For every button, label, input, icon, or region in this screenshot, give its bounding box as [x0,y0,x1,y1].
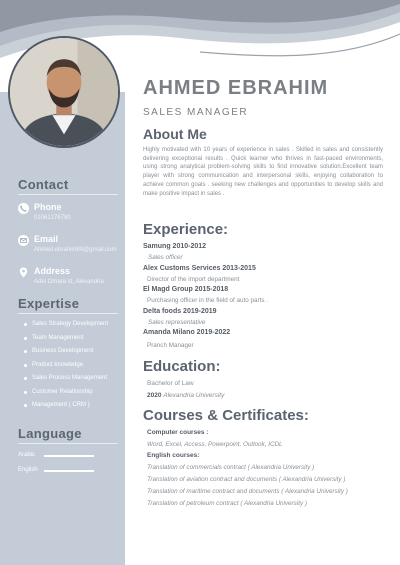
expertise-item: Management ( CRM ) [24,401,108,415]
language-row-arabic [18,452,118,460]
experience-title: Amanda Milano 2019-2022 [143,329,231,336]
language-divider [18,443,118,444]
phone-label: Phone [34,202,62,212]
email-value[interactable]: Ahmed.ebrahim80@gmail.com [34,247,117,253]
education-place: Alexandria University [163,392,225,399]
expertise-item: Sales Process Management [24,374,108,388]
expertise-divider [18,313,118,314]
english-course-item: Translation of commercials contract ( Alexandria University ) [147,464,315,471]
location-icon [18,267,29,278]
english-courses-heading: English courses: [147,452,200,459]
language-heading: Language [18,426,82,441]
contact-phone [18,202,123,226]
education-degree: Bachelor of Law [147,380,194,387]
address-value: Adel Omara st, Alexandria [34,279,104,285]
phone-icon [18,203,29,214]
email-icon [18,235,29,246]
contact-divider [18,194,118,195]
education-line [147,392,224,399]
english-course-item: Translation of aviation contract and documents ( Alexandria University ) [147,476,346,483]
person-avatar-icon [10,38,118,146]
experience-detail: Sales representative [148,319,206,326]
about-heading: About Me [143,126,207,142]
language-level-bar [44,470,94,472]
email-label: Email [34,234,59,244]
job-title: SALES MANAGER [143,107,249,118]
experience-title: Samung 2010-2012 [143,243,207,250]
contact-address [18,266,123,290]
about-text: Highly motivated with 10 years of experience in sales . Skilled in sales and consistently delivering exceptional results . Quick learner who thrives in fast-paced environments, using strong analytical problem-solving skills to find innovative solution.Excellent team player with strong communication and interpersonal skills, enjoying collaboration to achieve common goals . seeking new challenges and opportunities to develop skills and make positive impact in sales . [143,147,383,197]
english-course-item: Translation of maritime contract and documents ( Alexandria University ) [147,488,348,495]
computer-courses-heading: Computer courses : [147,429,209,436]
education-heading: Education: [143,358,221,375]
expertise-item: Customer Relationship [24,388,108,402]
language-name: Arabic [18,452,36,458]
contact-heading: Contact [18,177,69,192]
experience-detail: Director of the import department [147,276,240,283]
expertise-item: Business Development [24,347,108,361]
language-level-fill [44,470,94,472]
education-year: 2020 [147,392,162,399]
expertise-item: Product knowledge [24,361,108,375]
profile-photo [8,36,120,148]
person-name: AHMED EBRAHIM [143,77,329,99]
expertise-list [24,320,108,415]
experience-title: Alex Customs Services 2013-2015 [143,265,256,272]
contact-email [18,234,123,258]
experience-title: El Magd Group 2015-2018 [143,286,229,293]
address-label: Address [34,266,71,276]
language-name: English [18,467,38,473]
language-row-english [18,467,118,475]
expertise-item: Team Management [24,334,108,348]
phone-value[interactable]: 01061276780 [34,215,71,221]
computer-courses-list: Word, Excel, Access, Powerpoint, Outlook, ICDL [147,441,283,448]
experience-detail: Purchasing officer in the field of auto parts . [147,297,268,304]
expertise-item: Sales Strategy Development [24,320,108,334]
experience-heading: Experience: [143,221,229,238]
language-level-fill [44,455,94,457]
experience-detail: Pranch Manager [147,342,194,349]
experience-title: Delta foods 2019-2019 [143,308,217,315]
experience-detail: Sales officer [148,254,183,261]
courses-heading: Courses & Certificates: [143,407,309,424]
expertise-heading: Expertise [18,296,80,311]
english-course-item: Translation of petroleum contract ( Alexandria University ) [147,500,307,507]
language-level-bar [44,455,94,457]
